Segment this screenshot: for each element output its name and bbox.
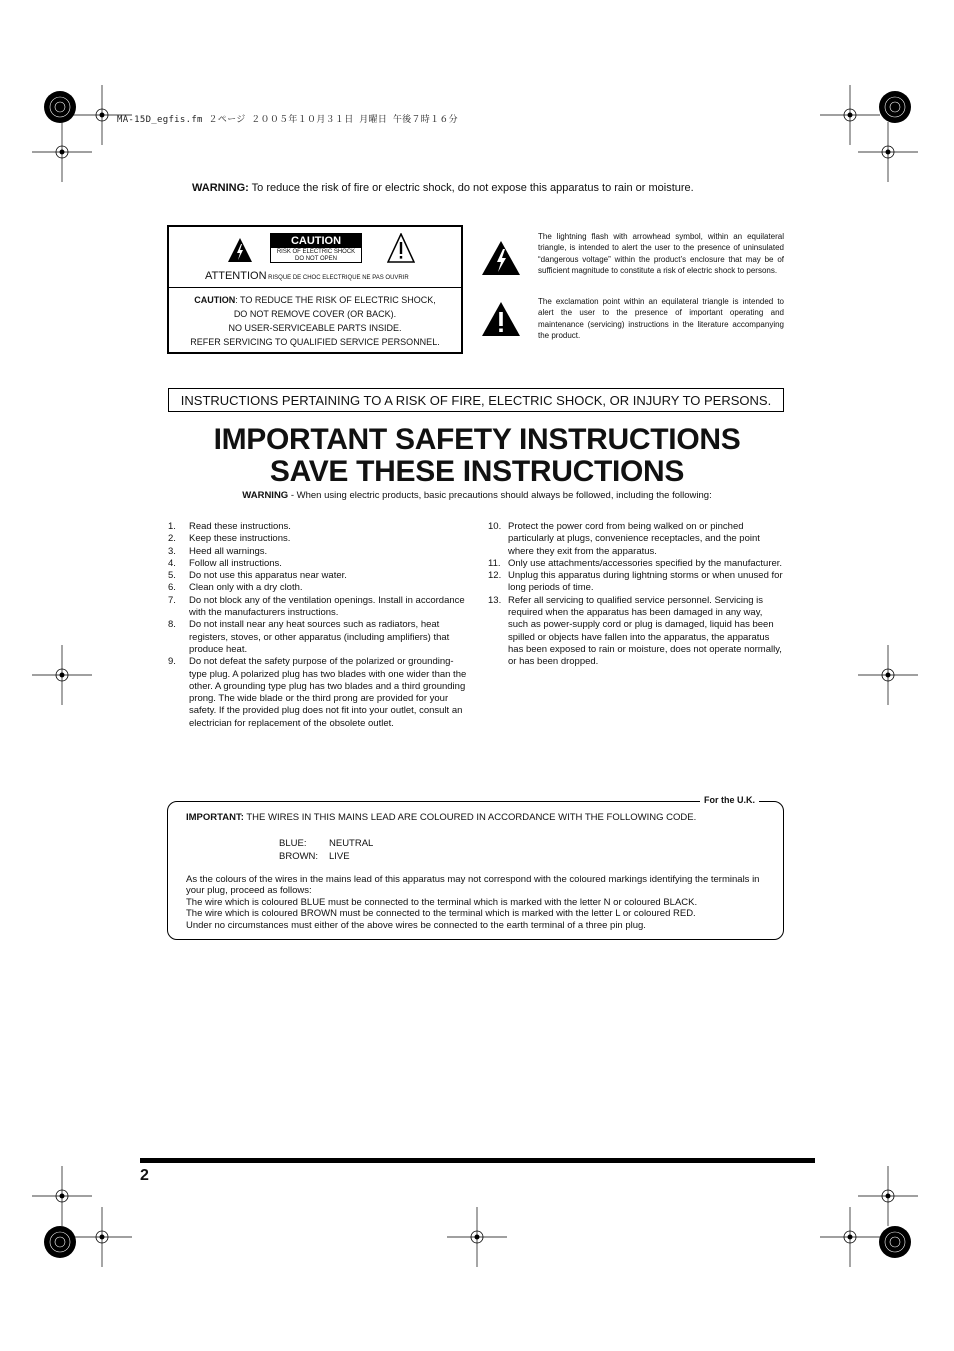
uk-blue-value: NEUTRAL (329, 838, 374, 849)
list-item-number: 10. (488, 521, 502, 532)
instructions-list-left (168, 521, 468, 730)
uk-paragraph-4: Under no circumstances must either of the above wires be connected to the earth terminal of a three pin plug. (186, 920, 646, 931)
list-item-number: 8. (168, 619, 176, 631)
uk-paragraph-3: The wire which is coloured BROWN must be connected to the terminal which is marked with the letter L or coloured RED. (186, 908, 696, 919)
caution-line-1-label: CAUTION (194, 295, 236, 305)
title-save-instructions: SAVE THESE INSTRUCTIONS (269, 455, 685, 488)
lightning-symbol-description: The lightning flash with arrowhead symbol, within an equilateral triangle, is intended to alert the user to the presence of uninsulated “dangerous voltage” within the product’s enclosure that may be of sufficient magnitude to constitute a risk of electric shock to persons. (538, 232, 784, 275)
list-item-text: Do not use this apparatus near water. (189, 570, 347, 582)
list-item-text: Heed all warnings. (189, 545, 268, 557)
list-item (168, 521, 468, 533)
list-item (168, 656, 468, 730)
uk-blue-label: BLUE: (279, 838, 307, 849)
caution-label-title: CAUTION (271, 234, 361, 248)
list-item (168, 546, 468, 558)
title-important-safety: IMPORTANT SAFETY INSTRUCTIONS (213, 423, 741, 456)
list-item-number: 5. (168, 570, 176, 582)
uk-tag: For the U.K. (700, 795, 759, 805)
footer-rule (140, 1158, 815, 1163)
exclamation-warning-icon (387, 233, 415, 263)
list-item (168, 558, 468, 570)
attention-label: ATTENTION (205, 270, 267, 282)
list-item (168, 570, 468, 582)
caution-text (169, 293, 461, 349)
top-warning-label: WARNING: (192, 182, 249, 194)
list-item (488, 521, 784, 558)
list-item (488, 595, 784, 669)
warning-subtitle-label: WARNING (242, 490, 289, 501)
attention-french: RISQUE DE CHOC ELECTRIQUE NE PAS OUVRIR (266, 275, 409, 281)
instructions-list-right (488, 521, 784, 669)
list-item-number: 13. (488, 594, 502, 606)
uk-important-text: THE WIRES IN THIS MAINS LEAD ARE COLOURED IN ACCORDANCE WITH THE FOLLOWING CODE. (243, 812, 697, 823)
list-item-text: Keep these instructions. (189, 533, 291, 545)
list-item-text: Do not install near any heat sources such as radiators, heat registers, stoves, or other apparatus (including amplifiers) that produce heat. (189, 619, 450, 655)
caution-box (167, 225, 463, 354)
warning-subtitle-text: - When using electric products, basic precautions should always be followed, including the following: (288, 490, 712, 501)
top-warning (192, 182, 694, 194)
instructions-banner: INSTRUCTIONS PERTAINING TO A RISK OF FIRE, ELECTRIC SHOCK, OR INJURY TO PERSONS. (168, 388, 784, 412)
list-item-text: Unplug this apparatus during lightning storms or when unused for long periods of time. (508, 570, 783, 594)
list-item-number: 7. (168, 594, 176, 606)
top-warning-text: To reduce the risk of fire or electric shock, do not expose this apparatus to rain or moisture. (248, 182, 694, 194)
list-item-text: Do not block any of the ventilation openings. Install in accordance with the manufacturers instructions. (189, 594, 465, 619)
list-item (168, 533, 468, 545)
uk-important-label: IMPORTANT: (186, 812, 244, 823)
list-item (168, 595, 468, 620)
lightning-symbol-icon (481, 240, 521, 276)
uk-brown-value: LIVE (329, 851, 350, 862)
list-item-text: Protect the power cord from being walked on or pinched particularly at plugs, convenience receptacles, and the point where they exit from the apparatus. (508, 521, 760, 557)
caution-line-2: DO NOT REMOVE COVER (OR BACK). (233, 309, 397, 319)
caution-line-1 (169, 293, 461, 307)
list-item-number: 1. (168, 521, 176, 532)
attention-line (205, 270, 409, 282)
page-number: 2 (140, 1167, 149, 1184)
file-header: MA-15D_egfis.fm ２ページ ２００５年１０月３１日 月曜日 午後７時１６分 (117, 115, 458, 125)
list-item (488, 570, 784, 595)
warning-subtitle (0, 490, 954, 501)
list-item-number: 11. (488, 557, 501, 569)
list-item-number: 6. (168, 582, 176, 594)
list-item-number: 12. (488, 570, 502, 582)
uk-brown-label: BROWN: (279, 851, 319, 862)
caution-box-top (169, 227, 461, 288)
caution-label-sub2: DO NOT OPEN (295, 256, 337, 262)
uk-important (186, 812, 776, 823)
list-item-number: 4. (168, 557, 176, 569)
caution-line-1-text: : TO REDUCE THE RISK OF ELECTRIC SHOCK, (235, 295, 436, 305)
list-item-text: Do not defeat the safety purpose of the polarized or grounding-type plug. A polarized plug has two blades with one wider than the other. A grounding type plug has two blades and a third grounding prong. The wide blade or the third prong are provided for your safety. If the provided plug does not fit into your outlet, consult an electrician for replacement of the obsolete outlet. (189, 656, 467, 729)
list-item-text: Refer all servicing to qualified service personnel. Servicing is required when the apparatus has been damaged in any way, such as power-supply cord or plug is damaged, liquid has been spilled or objects have fallen into the apparatus, the apparatus has been exposed to rain or moisture, does not operate normally, or has been dropped. (508, 594, 782, 668)
uk-paragraph-2: The wire which is coloured BLUE must be connected to the terminal which is marked with the letter N or coloured BLACK. (186, 897, 698, 908)
lightning-warning-icon (227, 237, 253, 263)
list-item-text: Follow all instructions. (189, 557, 282, 569)
caution-line-3: NO USER-SERVICEABLE PARTS INSIDE. (228, 323, 402, 333)
list-item-number: 9. (168, 656, 176, 668)
caution-line-4: REFER SERVICING TO QUALIFIED SERVICE PERSONNEL. (190, 337, 440, 347)
list-item (168, 619, 468, 656)
caution-label-sub1: RISK OF ELECTRIC SHOCK (276, 249, 356, 255)
list-item-text: Clean only with a dry cloth. (189, 582, 303, 594)
list-item-number: 2. (168, 533, 176, 545)
caution-label (270, 233, 362, 263)
list-item-text: Only use attachments/accessories specified by the manufacturer. (508, 557, 783, 569)
list-item-text: Read these instructions. (189, 521, 291, 532)
list-item-number: 3. (168, 545, 176, 557)
exclamation-symbol-icon (481, 301, 521, 337)
exclamation-symbol-description: The exclamation point within an equilateral triangle is intended to alert the user to the presence of important operating and maintenance (servicing) instructions in the literature accompanying the product. (538, 297, 784, 340)
list-item (488, 558, 784, 570)
uk-paragraph-1: As the colours of the wires in the mains lead of this apparatus may not correspond with the coloured markings identifying the terminals in your plug, proceed as follows: (186, 874, 760, 897)
list-item (168, 582, 468, 594)
